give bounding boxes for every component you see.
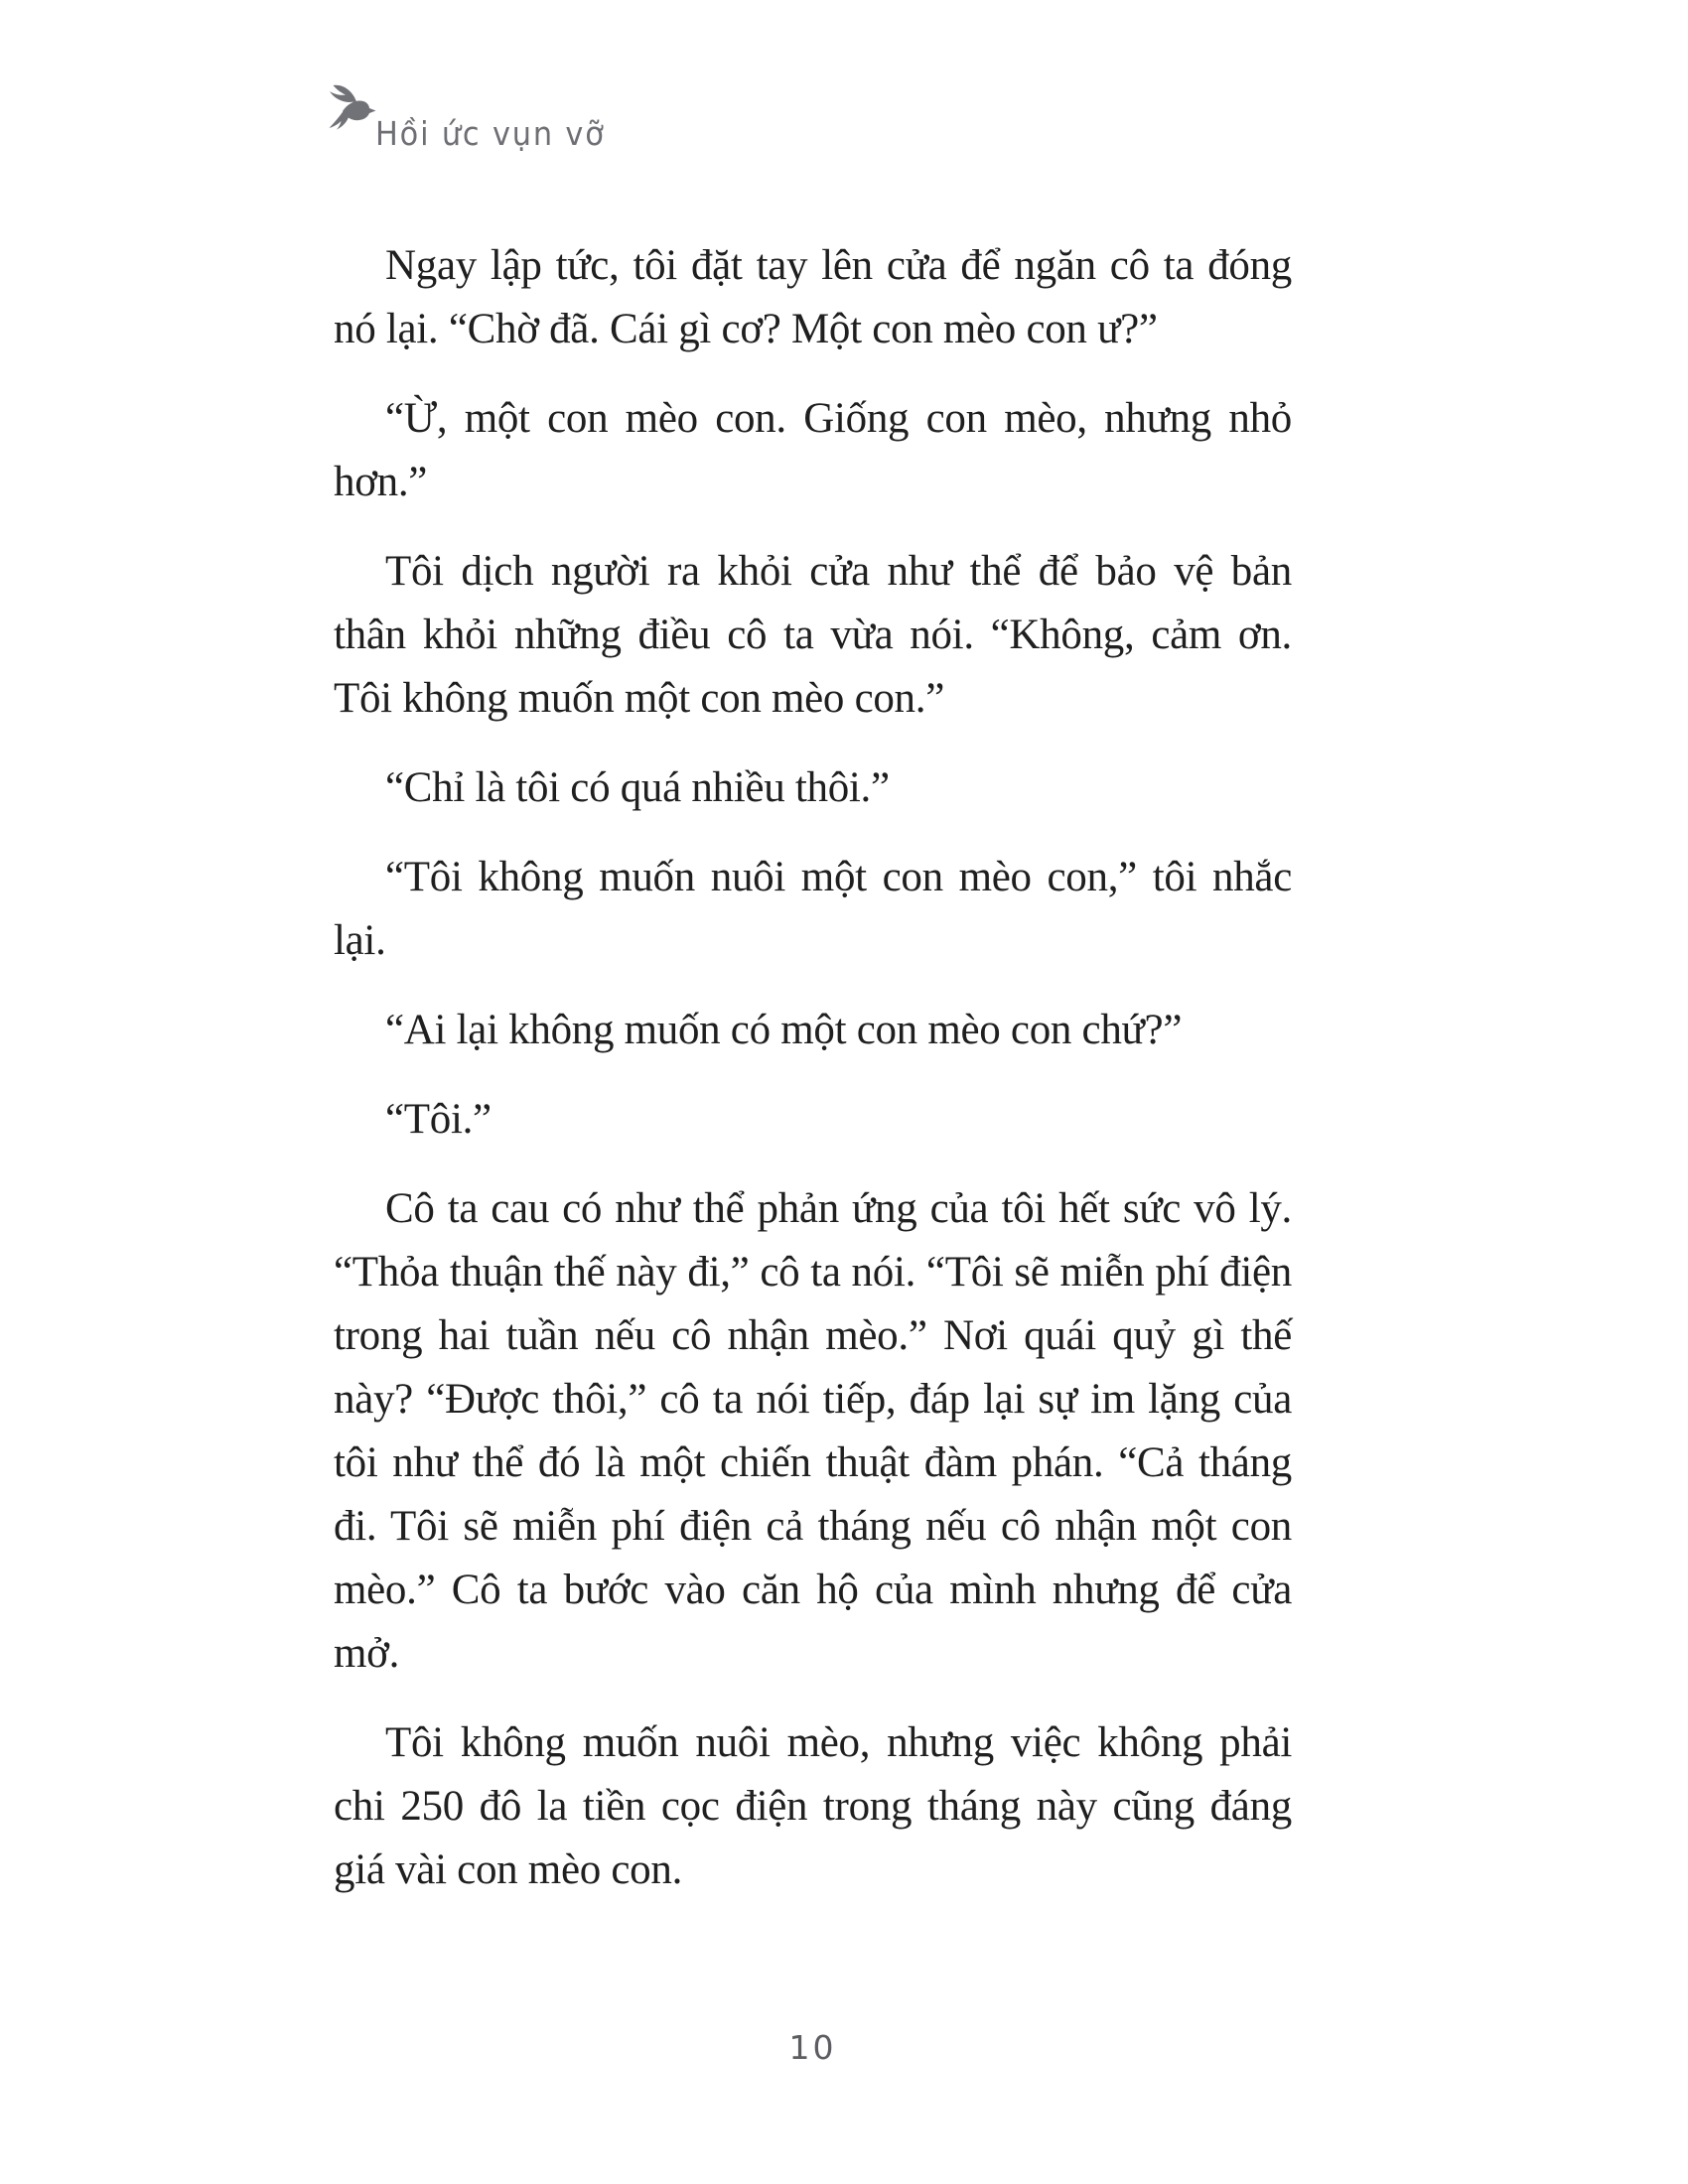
bird-icon <box>328 79 377 133</box>
paragraph: Tôi không muốn nuôi mèo, nhưng việc không phải chi 250 đô la tiền cọc điện trong tháng này cũng đáng giá vài con mèo con. <box>334 1719 1292 1893</box>
page-body <box>334 234 1292 1928</box>
page-number: 10 <box>788 2028 837 2067</box>
book-title: Hồi ức vụn vỡ <box>375 114 606 153</box>
page-header <box>328 79 626 151</box>
bird-wing <box>330 85 356 102</box>
paragraph: “Tôi.” <box>385 1096 492 1143</box>
paragraph: “Tôi không muốn nuôi một con mèo con,” tôi nhắc lại. <box>334 854 1292 964</box>
paragraph: “Ừ, một con mèo con. Giống con mèo, nhưng nhỏ hơn.” <box>334 395 1292 505</box>
paragraph: Ngay lập tức, tôi đặt tay lên cửa để ngăn cô ta đóng nó lại. “Chờ đã. Cái gì cơ? Một con mèo con ư?” <box>334 242 1292 352</box>
paragraph: Tôi dịch người ra khỏi cửa như thể để bảo vệ bản thân khỏi những điều cô ta vừa nói. “Không, cảm ơn. Tôi không muốn một con mèo con.” <box>334 548 1292 722</box>
paragraph: “Chỉ là tôi có quá nhiều thôi.” <box>385 764 890 811</box>
paragraph: “Ai lại không muốn có một con mèo con chứ?” <box>385 1007 1183 1053</box>
bird-tail <box>330 111 350 130</box>
paragraph: Cô ta cau có như thể phản ứng của tôi hết sức vô lý. “Thỏa thuận thế này đi,” cô ta nói. “Tôi sẽ miễn phí điện trong hai tuần nếu cô nhận mèo.” Nơi quái quỷ gì thế này? “Được thôi,” cô ta nói tiếp, đáp lại sự im lặng của tôi như thể đó là một chiến thuật đàm phán. “Cả tháng đi. Tôi sẽ miễn phí điện cả tháng nếu cô nhận một con mèo.” Cô ta bước vào căn hộ của mình nhưng để cửa mở. <box>334 1185 1292 1677</box>
